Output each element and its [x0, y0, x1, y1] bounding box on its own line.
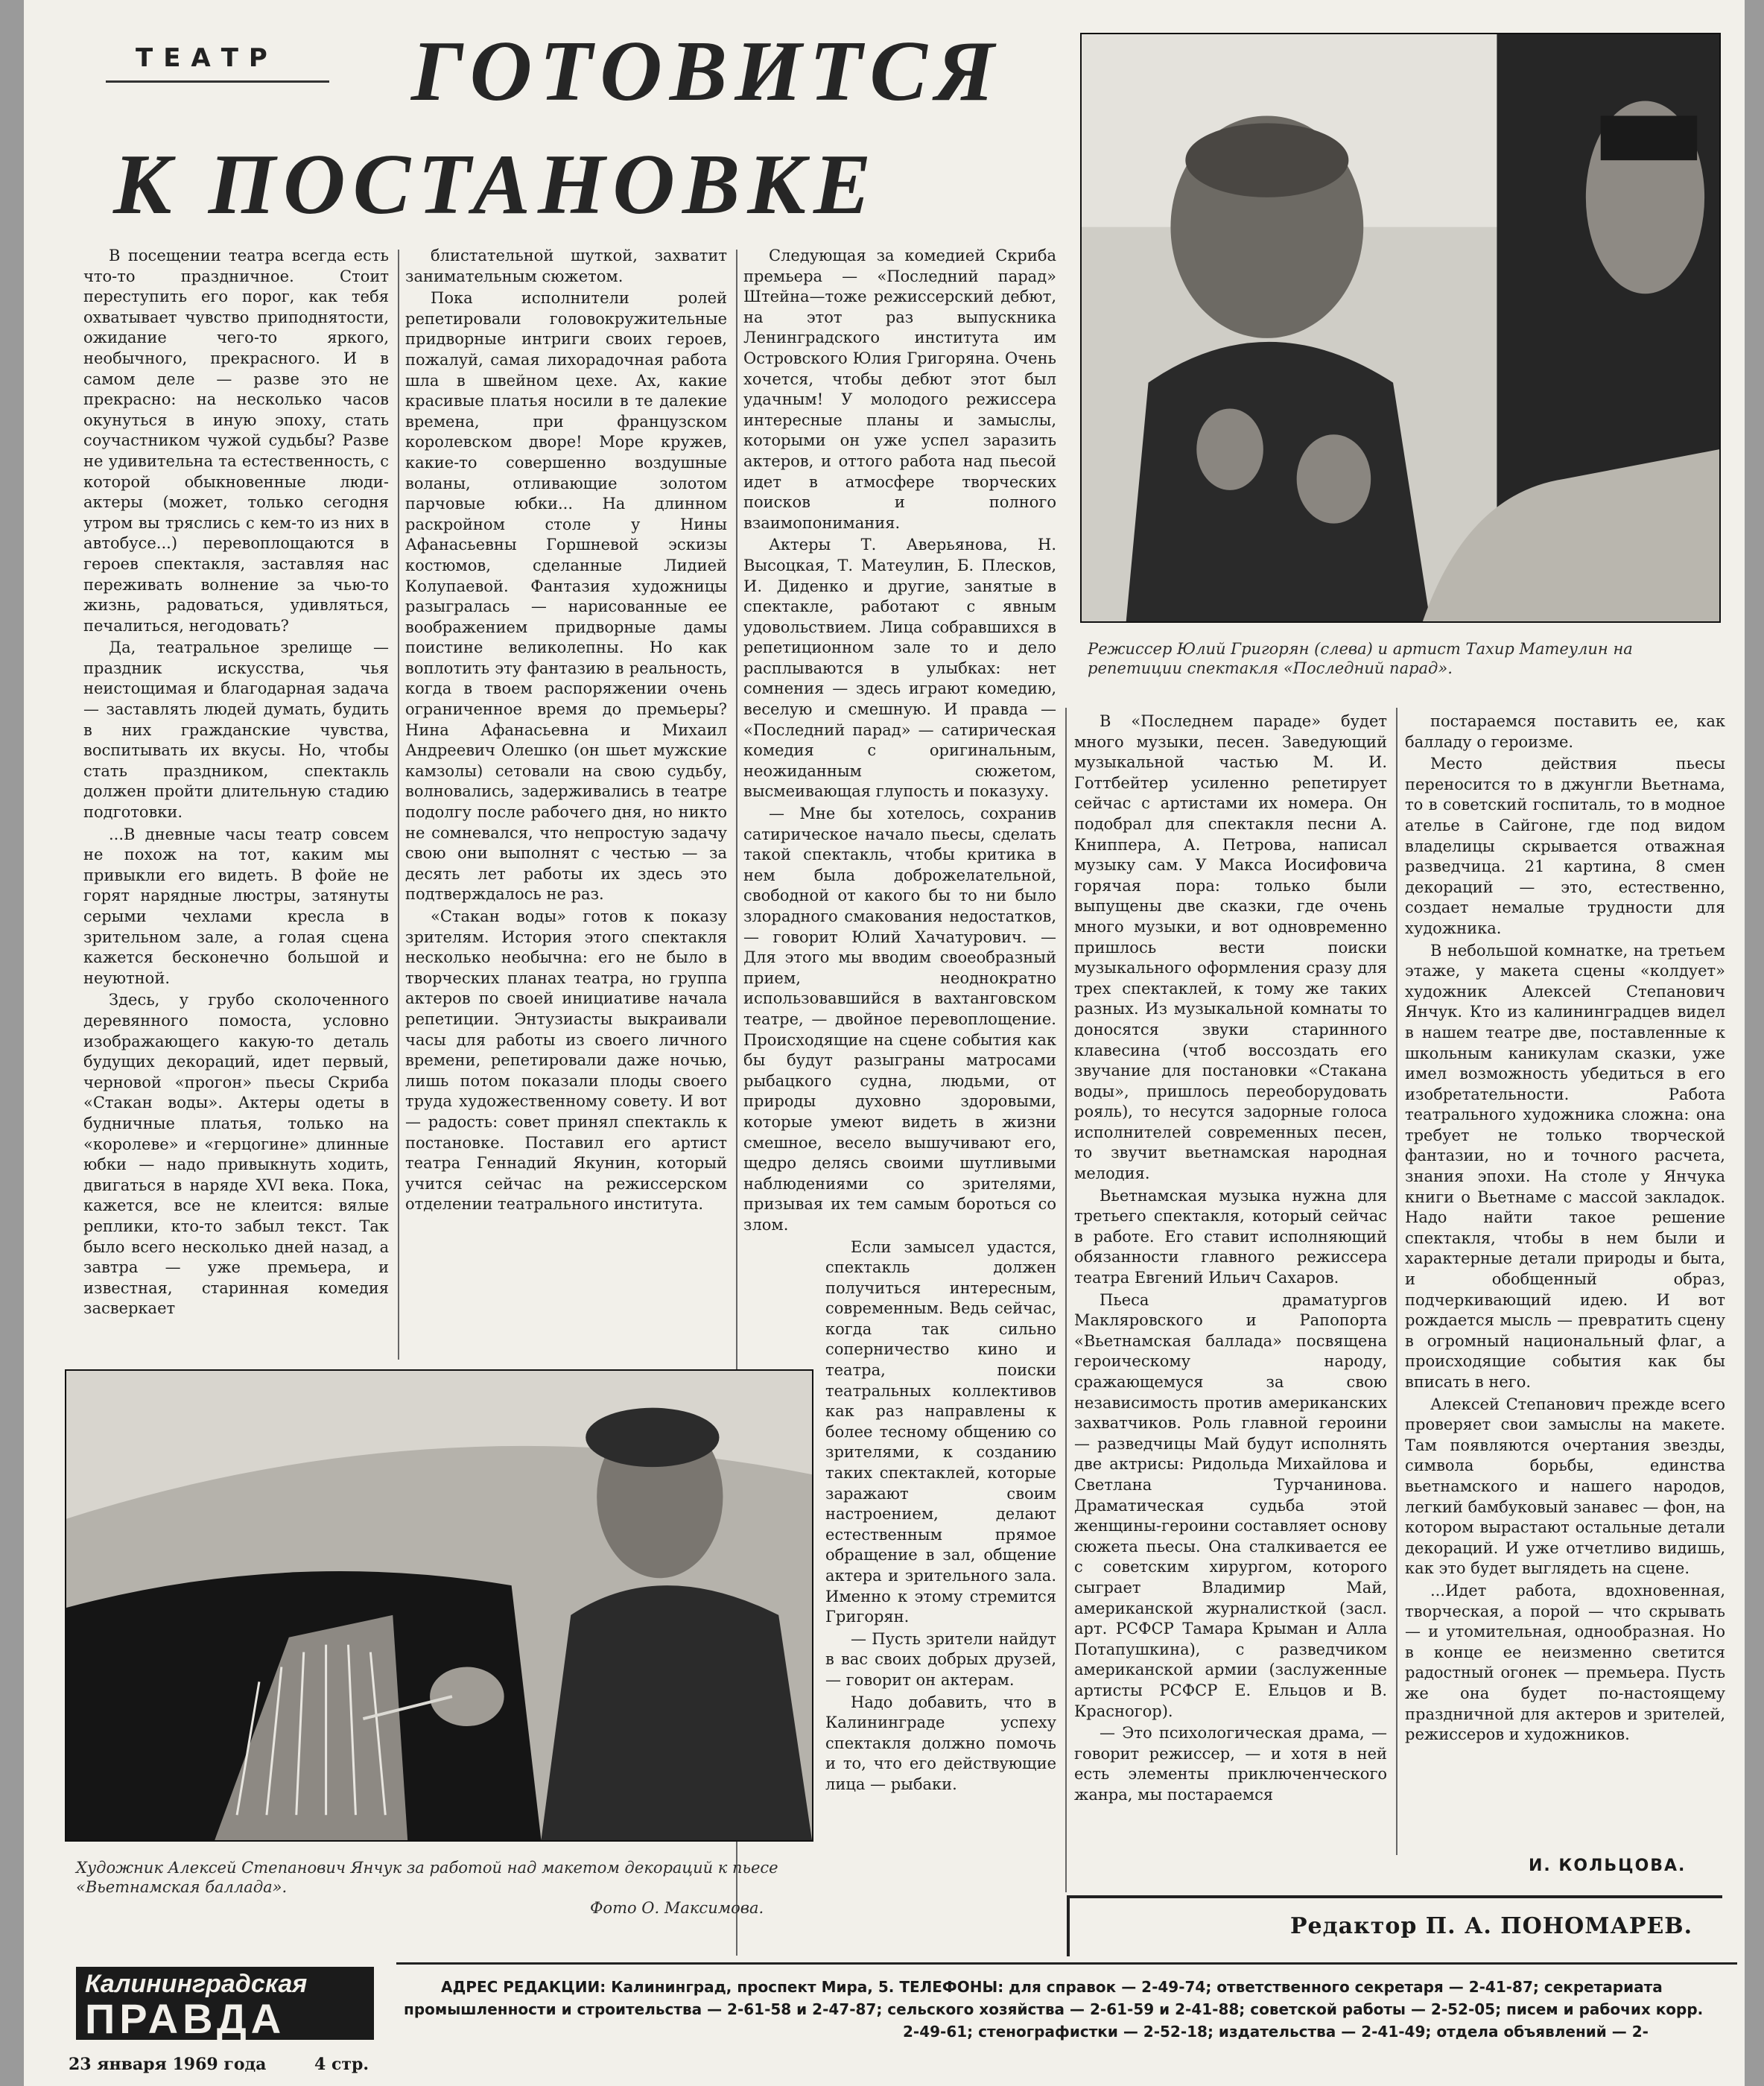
paragraph: — Это психологическая драма, — говорит режиссер, — и хотя в ней есть элементы приключенческого жанра, мы постараемся	[1074, 1724, 1387, 1804]
paragraph: Алексей Степанович прежде всего проверяет свои замыслы на макете. Там появляются очертания звезды, символа борьбы, единства вьетнамского и нашего народов, легкий бамбуковый занавес — фон, на котором вырастают остальные детали декораций. И уже отчетливо видишь, как это будет выглядеть на сцене.	[1405, 1395, 1725, 1578]
top-photo-caption: Режиссер Юлий Григорян (слева) и артист Тахир Матеулин на репетиции спектакля «Последний парад».	[1088, 640, 1633, 677]
photo-director-and-actor	[1080, 33, 1721, 623]
paragraph: — Пусть зрители найдут в вас своих добрых друзей,— говорит он актерам.	[825, 1629, 1056, 1689]
issue-date: 23 января 1969 года	[69, 2055, 267, 2074]
paragraph: В посещении театра всегда есть что-то праздничное. Стоит переступить его порог, как тебя охватывает чувство приподнятости, ожидание чего-то яркого, необычного, прекрасного. И в самом деле — разве это не прекрасно: на несколько часов окунуться в иную эпоху, стать соучастником чужой судьбы? Разве не удивительна та естественность, с которой обыкновенные люди-актеры (может, только сегодня утром вы тряслись с кем-то из них в автобусе...) перевоплощаются в героев спектакля, заставляя нас переживать волнение за чью-то жизнь, радоваться, удивляться, печалиться, негодовать?	[83, 247, 389, 635]
paragraph: блистательной шуткой, захватит занимательным сюжетом.	[405, 247, 727, 285]
paragraph: постараемся поставить ее, как балладу о героизме.	[1405, 712, 1725, 751]
article-column-2	[405, 246, 727, 1363]
paragraph: Пока исполнители ролей репетировали головокружительные придворные интриги своих героев, пожалуй, самая лихорадочная работа шла в швейном цехе. Ах, какие красивые платья носили в те далекие времена, при французском королевском дворе! Море кружев, какие-то совершенно воздушные воланы, отливающие золотом парчовые юбки... На длинном раскройном столе у Нины Афанасьевны Горшневой эскизы костюмов, сделанные Лидией Колупаевой. Фантазия художницы разыгралась — нарисованные ее воображением придворные дамы поистине великолепны. Но как воплотить эту фантазию в реальность, когда в твоем распоряжении очень ограниченное время до премьеры? Нина Афанасьевна и Михаил Андреевич Олешко (он шьет мужские камзолы) сетовали на свою судьбу, волновались, задерживались в театре подолгу после рабочего дня, но никто не сомневался, что непростую задачу свою они выполнят с честью — за десять лет работы их здесь это подтверждалось не раз.	[405, 289, 727, 904]
masthead-line-2: ПРАВДА	[85, 1995, 286, 2042]
article-column-1	[83, 246, 389, 1363]
rubric-underline	[106, 80, 329, 83]
bottom-photo-caption: Художник Алексей Степанович Янчук за работой над макетом декораций к пьесе «Вьетнамская баллада».	[76, 1859, 778, 1896]
editorial-address	[404, 1976, 1737, 2043]
page-number: 4 стр.	[314, 2055, 369, 2074]
column-divider	[398, 250, 399, 1360]
paragraph: Пьеса драматургов Макляровского и Рапопорта «Вьетнамская баллада» посвящена героическому народу, сражающемуся за свою независимость против американских захватчиков. Роль главной героини — разведчицы Май будут исполнять две актрисы: Ридольда Михайлова и Светлана Турчанинова. Драматическая судьба этой женщины-героини составляет основу сюжета пьесы. Она сталкивается ее с советским хирургом, которого сыграет Владимир Май, американской журналисткой (засл. арт. РСФСР Тамара Крыман и Алла Потапушкина), с разведчиком американской армии (заслуженные артисты РСФСР Е. Ельцов и В. Красногор).	[1074, 1290, 1387, 1720]
headline-line-2: К ПОСТАНОВКЕ	[113, 137, 879, 232]
article-column-4	[1074, 711, 1387, 1890]
paragraph: — Мне бы хотелось, сохранив сатирическое начало пьесы, сделать такой спектакль, чтобы критика в нем была доброжелательной, свободной от какого бы то ни было злорадного смакования недостатков,— говорит Юлий Хачатурович. — Для этого мы вводим своеобразный прием, неоднократно использовавшийся в вахтанговском театре, — двойное перевоплощение. Происходящие на сцене события как бы будут разыграны матросами рыбацкого судна, людьми, от природы духовно здоровыми, которые умеют видеть в жизни смешное, весело вышучивают его, щедро делясь своими шутливыми наблюдениями со зрителями, призывая их тем самым бороться со злом.	[743, 805, 1056, 1234]
newspaper-page	[24, 0, 1745, 2086]
editor-credit: Редактор П. А. ПОНОМАРЕВ.	[1290, 1913, 1693, 1939]
paragraph: В небольшой комнатке, на третьем этаже, у макета сцены «колдует» художник Алексей Степанович Янчук. Кто из калининградцев видел в нашем театре две, поставленные к школьным каникулам сказки, уже имел возможность убедиться в его изобретательности. Работа театрального художника сложна: она требует не только творческой фантазии, но и точного расчета, знания эпохи. На столе у Янчука книги о Вьетнаме с массой закладок. Надо найти такое решение спектакля, чтобы в нем были и характерные детали природы и быта, и обобщенный образ, подчеркивающий идею. И вот рождается мысль — превратить сцену в огромный национальный флаг, а происходящие события как бы вписать в него.	[1405, 941, 1725, 1391]
paragraph: В «Последнем параде» будет много музыки, песен. Заведующий музыкальной частью М. И. Готтбейтер усиленно репетирует сейчас с артистами их номера. Он подобрал для спектакля песни А. Книппера, А. Петрова, написал музыку сам. У Макса Иосифовича горячая пора: только были выпущены две сказки, где очень много музыки, и вот одновременно пришлось вести поиски музыкального оформления сразу для трех спектаклей, к тому же таких разных. Из музыкальной комнаты то доносятся звуки старинного клавесина (чтоб воссоздать его звучание для постановки «Стакана воды», пришлось переоборудовать рояль), то несутся задорные голоса исполнителей современных песен, то звучит вьетнамская народная мелодия.	[1074, 712, 1387, 1183]
address-line: промышленности и строительства — 2-61-58 и 2-47-87; сельского хозяйства — 2-61-59 и 2-41-88; советской работы — 2-52-05; писем и рабочих корр.	[404, 2000, 1704, 2018]
paragraph: Следующая за комедией Скриба премьера — «Последний парад» Штейна—тоже режиссерский дебют, на этот раз выпускника Ленинградского института им Островского Юлия Григоряна. Очень хочется, чтобы дебют этот был удачным! У молодого режиссера интересные планы и замыслы, которыми он уже успел заразить актеров, и оттого работа над пьесой идет в атмосфере творческих поисков и полного взаимопонимания.	[743, 247, 1056, 532]
headline-line-1: ГОТОВИТСЯ	[411, 24, 1002, 119]
newspaper-masthead	[76, 1967, 374, 2040]
paragraph: Вьетнамская музыка нужна для третьего спектакля, который сейчас в работе. Его ставит исполняющий обязанности главного режиссера театра Евгений Ильич Сахаров.	[1074, 1186, 1387, 1287]
photo-credit: Фото О. Максимова.	[590, 1899, 764, 1917]
photo-artist-with-stage-model	[65, 1369, 813, 1842]
paragraph: Место действия пьесы переносится то в джунгли Вьетнама, то в советский госпиталь, то в модное ателье в Сайгоне, где под видом владелицы скрывается отважная разведчица. 21 картина, 8 смен декораций — это, естественно, создает немалые трудности для художника.	[1405, 755, 1725, 937]
paragraph: Надо добавить, что в Калининграде успеху спектакля должно помочь и то, что его действующие лица — рыбаки.	[825, 1693, 1056, 1793]
paragraph: Актеры Т. Аверьянова, Н. Высоцкая, Т. Матеулин, Б. Плесков, И. Диденко и другие, занятые в спектакле, работают с явным удовольствием. Лица собравшихся в репетиционном зале то и дело расплываются в улыбках: нет сомнения — здесь играют комедию, веселую и смешную. И правда — «Последний парад» — сатирическая комедия с оригинальным, неожиданным сюжетом, высмеивающая глупость и показуху.	[743, 536, 1056, 801]
author-signature: И. КОЛЬЦОВА.	[1529, 1857, 1687, 1875]
paragraph: ...Идет работа, вдохновенная, творческая, а порой — что скрывать — и утомительная, однообразная. Но в конце ее неизменно светится радостный огонек — премьера. Пусть же она будет по-настоящему праздничной для актеров и зрителей, режиссеров и художников.	[1405, 1581, 1725, 1744]
paragraph: Если замысел удастся, спектакль должен получиться интересным, современным. Ведь сейчас, когда так сильно соперничество кино и театра, поиски театральных коллективов как раз направлены к более тесному общению со зрителями, к созданию таких спектаклей, которые заражают своим настроением, делают естественным прямое обращение в зал, общение актера и зрительного зала. Именно к этому стремится Григорян.	[825, 1237, 1056, 1626]
address-line: 2-49-61; стенографистки — 2-52-18; издательства — 2-41-49; отдела объявлений — 2-	[903, 2023, 1649, 2041]
paragraph: ...В дневные часы театр совсем не похож на тот, каким мы привыкли его видеть. В фойе не горят нарядные люстры, затянуты серыми чехлами кресла в зрительном зале, а голая сцена кажется бесконечно большой и неуютной.	[83, 825, 389, 987]
paragraph: Да, театральное зрелище — праздник искусства, чья неистощимая и благодарная задача — заставлять людей думать, будить в них гражданские чувства, воспитывать их вкусы. Но, чтобы стать праздником, спектакль должен пройти длительную стадию подготовки.	[83, 638, 389, 822]
section-rubric: ТЕАТР	[136, 43, 278, 73]
column-divider	[1065, 708, 1067, 1892]
address-line: АДРЕС РЕДАКЦИИ: Калининград, проспект Мира, 5. ТЕЛЕФОНЫ: для справок — 2-49-74; ответственного секретаря — 2-41-87; секретариата	[441, 1978, 1663, 1996]
column-divider	[1396, 708, 1397, 1855]
article-column-5	[1405, 711, 1725, 1853]
paragraph: «Стакан воды» готов к показу зрителям. История этого спектакля несколько необычна: его не было в творческих планах театра, но группа актеров по своей инициативе начала репетиции. Энтузиасты выкраивали часы для работы из своего личного времени, репетировали даже ночью, лишь потом показали плоды своего труда художественному совету. И вот — радость: совет принял спектакль к постановке. Поставил его артист театра Геннадий Якунин, который учится сейчас на режиссерском отделении театрального института.	[405, 907, 727, 1214]
masthead-line-1: Калининградская	[85, 1970, 308, 1998]
paragraph: Здесь, у грубо сколоченного деревянного помоста, условно изображающего какую-то деталь будущих декораций, идет первый, черновой «прогон» пьесы Скриба «Стакан воды». Актеры одеты в будничные платья, только на «королеве» и «герцогине» длинные юбки — надо привыкнуть ходить, двигаться в наряде XVI века. Пока, кажется, все не клеится: вялые реплики, кто-то забыл текст. Так было всего несколько дней назад, а завтра — уже премьера, и известная, старинная комедия засверкает	[83, 991, 389, 1318]
footer-rule	[396, 1962, 1737, 1965]
